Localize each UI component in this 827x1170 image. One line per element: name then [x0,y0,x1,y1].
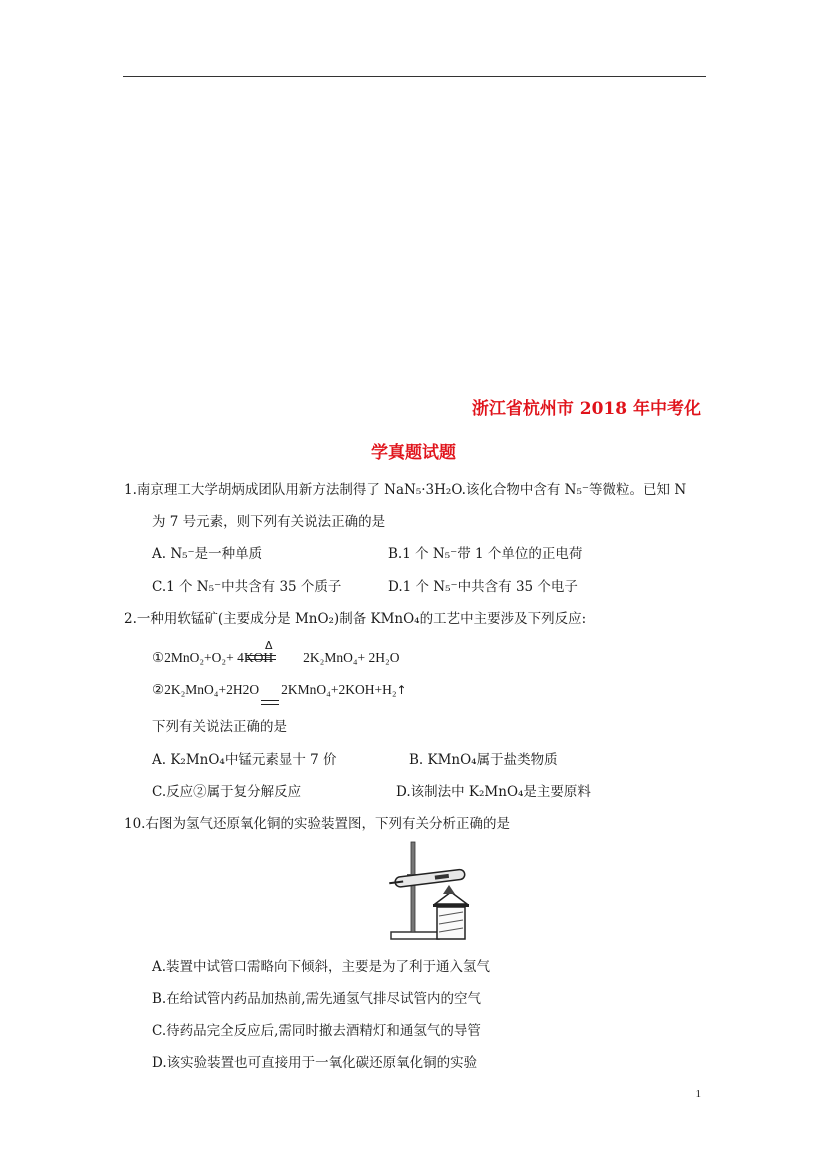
heat-condition-symbol: Δ [265,639,273,652]
exam-title-line2: 学真题试题 [371,443,456,463]
q10-stem: 10.右图为氢气还原氧化铜的实验装置图，下列有关分析正确的是 [124,816,510,832]
equation-1-reactants: ①2MnO₂+O₂+ 4KOH [152,650,274,665]
page-number: 1 [695,1088,701,1100]
q1-option-a: A. N₅⁻是一种单质 [152,546,263,562]
q2-option-a: A. K₂MnO₄中锰元素显十 7 价 [152,752,337,768]
q1-option-c: C.1 个 N₅⁻中共含有 35 个质子 [152,579,342,595]
equation-1-products: 2K₂MnO₄+ 2H₂O [303,650,400,665]
q10-option-a: A.装置中试管口需略向下倾斜，主要是为了利于通入氢气 [152,959,491,975]
q1-stem-line1: 1.南京理工大学胡炳成团队用新方法制得了 NaN₅·3H₂O.该化合物中含有 N₅⁻等微粒。已知 N [124,482,687,498]
q2-option-b: B. KMnO₄属于盐类物质 [409,752,558,768]
header-rule [123,76,706,77]
equation-1-equals-bar-top [246,655,276,656]
q1-stem-line2: 为 7 号元素，则下列有关说法正确的是 [152,514,386,530]
equation-1-equals-bar-bottom [246,659,276,660]
q2-option-c: C.反应②属于复分解反应 [152,784,302,800]
exam-title-line1: 浙江省杭州市 2018 年中考化 [471,399,701,419]
q2-equation-1 [152,650,399,666]
q2-stem-line2: 下列有关说法正确的是 [152,719,287,735]
equation-2-reactants: ②2K₂MnO₄+2H2O [152,682,260,697]
hydrogen-reduction-apparatus-figure [385,838,481,942]
q10-option-d: D.该实验装置也可直接用于一氧化碳还原氧化铜的实验 [152,1055,478,1071]
q2-equation-2 [152,682,407,698]
q10-option-c: C.待药品完全反应后,需同时撤去酒精灯和通氢气的导管 [152,1023,481,1039]
q1-option-b: B.1 个 N₅⁻带 1 个单位的正电荷 [388,546,583,562]
q2-stem-line1: 2.一种用软锰矿(主要成分是 MnO₂)制备 KMnO₄的工艺中主要涉及下列反应: [124,611,587,627]
q10-option-b: B.在给试管内药品加热前,需先通氢气排尽试管内的空气 [152,991,482,1007]
equation-2-products: 2KMnO₄+2KOH+H₂ [281,682,397,697]
q2-option-d: D.该制法中 K₂MnO₄是主要原料 [396,784,591,800]
gas-up-arrow-icon: ↑ [396,683,407,697]
q1-option-d: D.1 个 N₅⁻中共含有 35 个电子 [388,579,578,595]
